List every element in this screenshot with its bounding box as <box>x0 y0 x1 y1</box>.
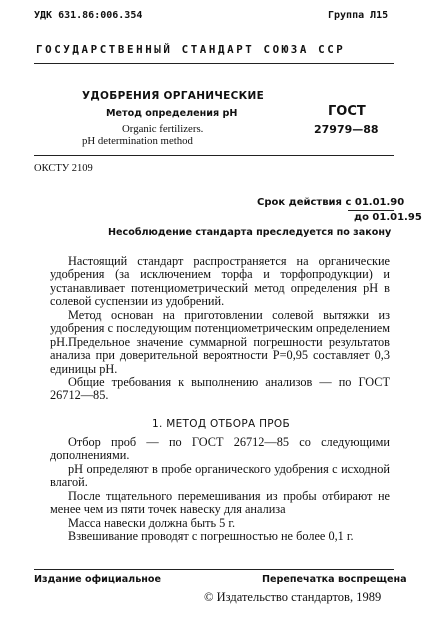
title-en-line2: pH determination method <box>82 135 193 147</box>
intro-paragraph-2: Метод основан на приготовлении солевой вытяжки из удобрения с последующим потенциометрическим определением рН. <box>50 308 390 349</box>
title-ru-main: УДОБРЕНИЯ ОРГАНИЧЕСКИЕ <box>82 90 265 102</box>
validity-to: до 01.01.95 <box>354 212 422 223</box>
gost-label: ГОСТ <box>328 104 366 119</box>
section-1-paragraph-5: Взвешивание проводят с погрешностью не более 0,1 г. <box>68 529 354 543</box>
copyright: © Издательство стандартов, 1989 <box>204 590 382 604</box>
intro-paragraph-4: Общие требования к выполнению анализов — по ГОСТ 26712—85. <box>50 375 390 403</box>
gost-number: 27979—88 <box>314 123 379 136</box>
section-1-paragraph-1: Отбор проб — по ГОСТ 26712—85 со следующими дополнениями. <box>50 435 390 463</box>
official-edition: Издание официальное <box>34 574 161 585</box>
group-code: Группа Л15 <box>328 10 389 21</box>
title-ru-sub: Метод определения рН <box>106 108 238 119</box>
law-notice: Несоблюдение стандарта преследуется по закону <box>108 227 392 238</box>
validity-from: Срок действия с 01.01.90 <box>257 197 405 208</box>
reprint-forbidden: Перепечатка воспрещена <box>262 574 407 585</box>
section-1-paragraph-3: После тщательного перемешивания из пробы отбирают не менее чем из пяти точек навеску для анализа <box>50 489 390 517</box>
title-en-line1: Organic fertilizers. <box>122 123 204 135</box>
title-rule <box>34 155 394 156</box>
intro-paragraph-1: Настоящий стандарт распространяется на органические удобрения (за исключением торфа и торфопродукции) и устанавливает потенциометрический метод определения рН в солевой суспензии из удобрений. <box>50 254 390 309</box>
section-1-paragraph-2: рН определяют в пробе органического удобрения с исходной влагой. <box>50 462 390 490</box>
validity-rule <box>348 210 394 211</box>
state-standard-banner: ГОСУДАРСТВЕННЫЙ СТАНДАРТ СОЮЗА ССР <box>36 43 346 56</box>
footer-rule <box>34 569 394 570</box>
okstu-code: ОКСТУ 2109 <box>34 163 93 174</box>
intro-paragraph-3: Предельное значение суммарной погрешности результатов анализа при доверительной вероятности P=0,95 составляет 0,3 единицы рН. <box>50 335 390 376</box>
udk-code: УДК 631.86:006.354 <box>34 10 143 21</box>
top-rule <box>34 63 394 64</box>
section-1-heading: 1. МЕТОД ОТБОРА ПРОБ <box>152 418 290 430</box>
section-1-paragraph-4: Масса навески должна быть 5 г. <box>68 516 236 530</box>
